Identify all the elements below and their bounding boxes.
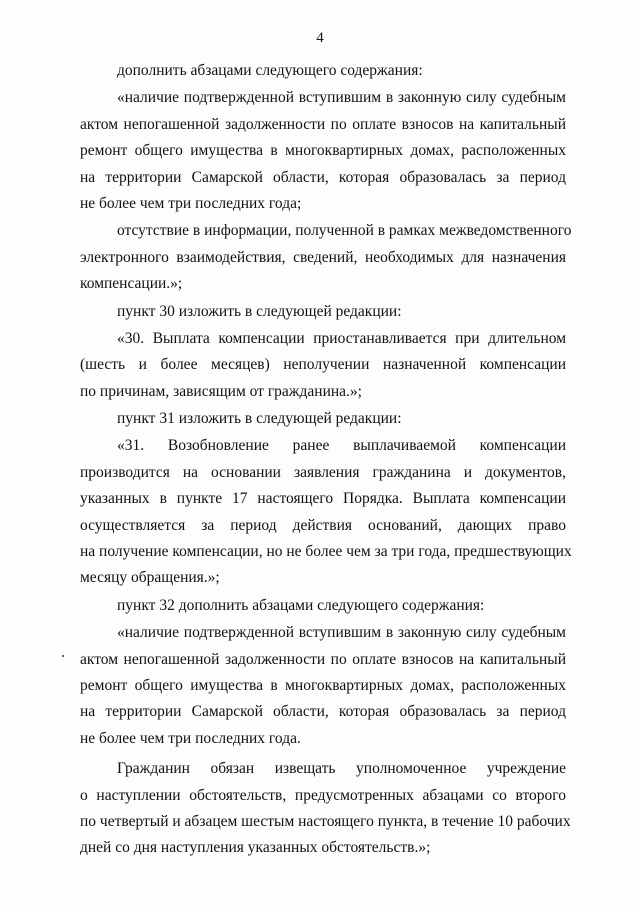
text-line: не более чем три последних года.: [80, 729, 301, 747]
paragraph: [80, 218, 572, 297]
text-line: пункт 31 изложить в следующей редакции:: [117, 410, 402, 428]
paragraph: [80, 756, 571, 862]
text-line: актом непогашенной задолженности по оплате взносов на капитальный: [80, 650, 566, 668]
text-line: электронного взаимодействия, сведений, необходимых для назначения: [80, 248, 566, 266]
text-line: ремонт общего имущества в многоквартирных домах, расположенных: [80, 676, 566, 694]
text-line: Гражданин обязан извещать уполномоченное учреждение: [117, 760, 566, 778]
text-line: пункт 32 дополнить абзацами следующего содержания:: [117, 596, 485, 614]
text-line: «наличие подтвержденной вступившим в законную силу судебным: [117, 624, 566, 642]
text-line: дополнить абзацами следующего содержания:: [117, 62, 423, 79]
text-line: месяцу обращения.»;: [80, 569, 220, 587]
paragraph: [80, 326, 566, 405]
text-line: не более чем три последних года;: [80, 194, 302, 212]
text-line: по четвертый и абзацем шестым настоящего пункта, в течение 10 рабочих: [80, 812, 571, 830]
text-line: производится на основании заявления гражданина и документов,: [80, 463, 566, 481]
text-line: на территории Самарской области, которая образовалась за период: [80, 168, 566, 186]
text-line: пункт 30 изложить в следующей редакции:: [117, 302, 402, 320]
paragraph: [80, 85, 566, 217]
text-line: (шесть и более месяцев) неполучении назначенной компенсации: [80, 356, 566, 374]
paragraph: [80, 433, 572, 591]
text-line: о наступлении обстоятельств, предусмотренных абзацами со второго: [80, 786, 566, 804]
text-line: на территории Самарской области, которая образовалась за период: [80, 703, 566, 721]
paragraph: [80, 58, 566, 84]
text-line: на получение компенсации, но не более чем за три года, предшествующих: [80, 543, 572, 561]
text-line: указанных в пункте 17 настоящего Порядка. Выплата компенсации: [80, 490, 566, 508]
document-body: [80, 58, 572, 862]
text-line: по причинам, зависящим от гражданина.»;: [80, 382, 362, 400]
paragraph: [80, 406, 566, 432]
text-line: компенсации.»;: [80, 275, 183, 293]
text-line: ремонт общего имущества в многоквартирных домах, расположенных: [80, 142, 566, 160]
text-line: «наличие подтвержденной вступившим в законную силу судебным: [117, 89, 566, 107]
margin-mark: [62, 655, 64, 657]
text-line: отсутствие в информации, полученной в рамках межведомственного: [117, 222, 572, 240]
page-number: 4: [316, 30, 324, 46]
paragraph: [80, 299, 566, 325]
paragraph: [80, 593, 566, 619]
text-line: «30. Выплата компенсации приостанавливается при длительном: [117, 329, 566, 347]
text-line: актом непогашенной задолженности по оплате взносов на капитальный: [80, 115, 566, 133]
text-line: осуществляется за период действия оснований, дающих право: [80, 516, 566, 534]
text-line: дней со дня наступления указанных обстоятельств.»;: [80, 839, 431, 857]
text-line: «31. Возобновление ранее выплачиваемой компенсации: [117, 437, 566, 455]
paragraph: [80, 620, 566, 752]
